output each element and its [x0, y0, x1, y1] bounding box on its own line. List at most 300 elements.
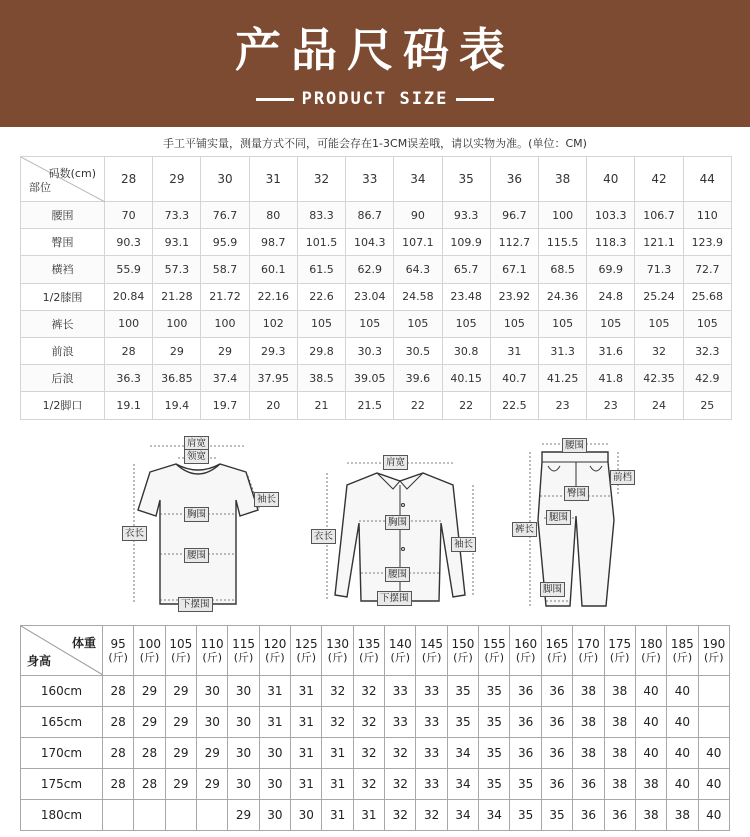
measurement-cell: 25.24: [635, 283, 683, 310]
measurement-cell: 22: [394, 392, 442, 419]
recommended-size-cell: 32: [353, 707, 384, 738]
height-label: 180cm: [21, 800, 103, 831]
measurement-cell: 21.5: [346, 392, 394, 419]
measurement-cell: 109.9: [442, 229, 490, 256]
weight-value: 155: [482, 637, 506, 651]
weight-table-corner: [21, 626, 103, 676]
weight-header-cell: [541, 626, 572, 676]
recommended-size-cell: 29: [165, 769, 196, 800]
weight-value: 175: [608, 637, 632, 651]
weight-header-cell: [667, 626, 698, 676]
recommended-size-cell: 29: [165, 738, 196, 769]
recommended-size-cell: 31: [353, 800, 384, 831]
weight-header-cell: [322, 626, 353, 676]
measurement-cell: 71.3: [635, 256, 683, 283]
subtitle-line-left: [256, 98, 294, 101]
weight-unit: (斤): [453, 651, 473, 664]
page-subtitle: PRODUCT SIZE: [301, 89, 449, 109]
recommended-size-cell: 32: [385, 738, 416, 769]
label-leg-opening: 脚围: [540, 582, 565, 597]
measurement-note: 手工平铺实量，测量方式不同，可能会存在1-3CM误差哦，请以实物为准。(单位：CM): [163, 137, 587, 150]
recommended-size-cell: 36: [510, 707, 541, 738]
measurement-cell: 123.9: [683, 229, 731, 256]
size-header-cell: 34: [394, 157, 442, 202]
measurement-cell: 60.1: [249, 256, 297, 283]
height-label: 160cm: [21, 676, 103, 707]
recommended-size-cell: 29: [165, 707, 196, 738]
measurement-cell: 30.3: [346, 337, 394, 364]
recommended-size-cell: 35: [447, 707, 478, 738]
label-collar-width: 领宽: [184, 449, 209, 464]
recommended-size-cell: 30: [228, 707, 259, 738]
size-header-cell: 32: [297, 157, 345, 202]
recommended-size-cell: 30: [228, 676, 259, 707]
measurement-cell: 70: [105, 202, 153, 229]
label-hem: 下摆围: [377, 591, 412, 606]
measurement-cell: 72.7: [683, 256, 731, 283]
weight-value: 95: [110, 637, 126, 651]
measurement-cell: 20.84: [105, 283, 153, 310]
weight-value: 115: [232, 637, 255, 651]
measurement-cell: 19.7: [201, 392, 249, 419]
weight-value: 125: [294, 637, 318, 651]
measurement-cell: 95.9: [201, 229, 249, 256]
recommended-size-cell: 36: [510, 676, 541, 707]
measurement-cell: 23: [538, 392, 586, 419]
size-header-cell: 31: [249, 157, 297, 202]
measurement-cell: 105: [297, 310, 345, 337]
weight-value: 180: [639, 637, 663, 651]
label-body-length: 衣长: [122, 526, 147, 541]
measurement-cell: 110: [683, 202, 731, 229]
measurement-cell: 64.3: [394, 256, 442, 283]
recommended-size-cell: 35: [479, 769, 510, 800]
recommended-size-cell: 40: [635, 676, 666, 707]
recommended-size-cell: 34: [447, 738, 478, 769]
measurement-cell: 90: [394, 202, 442, 229]
weight-unit: (斤): [609, 651, 630, 664]
page-title: 产品尺码表: [235, 23, 515, 77]
recommended-size-cell: 32: [322, 676, 353, 707]
weight-unit: (斤): [547, 651, 567, 664]
table-row: [21, 365, 732, 392]
recommended-size-cell: 33: [385, 707, 416, 738]
recommended-size-cell: 28: [134, 769, 165, 800]
recommended-size-cell: 36: [604, 800, 635, 831]
recommended-size-cell: 38: [604, 707, 635, 738]
weight-value: 190: [702, 637, 726, 651]
label-shoulder-width: 肩宽: [383, 455, 408, 470]
recommended-size-cell: 35: [541, 800, 572, 831]
pants-diagram: [510, 436, 640, 616]
tshirt-diagram: [125, 436, 277, 616]
row-label: 臀围: [21, 229, 105, 256]
measurement-cell: 100: [153, 310, 201, 337]
weight-unit: (斤): [359, 651, 379, 664]
measurement-cell: 100: [105, 310, 153, 337]
table-row: [21, 283, 732, 310]
measurement-cell: 61.5: [297, 256, 345, 283]
weight-unit: (斤): [202, 651, 222, 664]
measurement-cell: 80: [249, 202, 297, 229]
size-header-cell: 36: [490, 157, 538, 202]
recommended-size-cell: 30: [259, 800, 290, 831]
recommended-size-cell: 31: [291, 769, 322, 800]
weight-value: 140: [388, 637, 412, 651]
size-header-cell: 28: [105, 157, 153, 202]
measurement-cell: 29: [153, 337, 201, 364]
recommended-size-cell: 36: [573, 800, 604, 831]
shirt-diagram: [315, 445, 485, 610]
measurement-cell: 39.05: [346, 365, 394, 392]
height-label: 175cm: [21, 769, 103, 800]
recommended-size-cell: 31: [322, 769, 353, 800]
weight-header-cell: [165, 626, 196, 676]
weight-value: 150: [451, 637, 475, 651]
weight-height-table: [20, 625, 730, 831]
weight-unit: (斤): [703, 651, 724, 664]
table-row: [21, 800, 730, 831]
recommended-size-cell: 34: [479, 800, 510, 831]
size-header-cell: 38: [538, 157, 586, 202]
size-header-cell: 29: [153, 157, 201, 202]
measurement-cell: 31: [490, 337, 538, 364]
measurement-cell: 55.9: [105, 256, 153, 283]
recommended-size-cell: 38: [604, 676, 635, 707]
recommended-size-cell: 33: [416, 738, 447, 769]
measurement-cell: 22.6: [297, 283, 345, 310]
recommended-size-cell: 40: [698, 738, 729, 769]
weight-header-cell: [353, 626, 384, 676]
measurement-cell: 105: [394, 310, 442, 337]
measurement-cell: 107.1: [394, 229, 442, 256]
weight-unit: (斤): [139, 651, 160, 664]
measurement-cell: 29: [201, 337, 249, 364]
measurement-cell: 24.58: [394, 283, 442, 310]
weight-unit: (斤): [641, 651, 661, 664]
row-label: 前浪: [21, 337, 105, 364]
measurement-cell: 22.5: [490, 392, 538, 419]
recommended-size-cell: 34: [447, 769, 478, 800]
weight-value: 105: [169, 637, 193, 651]
label-shoulder-width: 肩宽: [184, 436, 209, 451]
recommended-size-cell: 32: [322, 707, 353, 738]
label-thigh: 腿围: [546, 510, 571, 525]
weight-value: 170: [576, 637, 600, 651]
recommended-size-cell: 38: [635, 800, 666, 831]
measurement-cell: 58.7: [201, 256, 249, 283]
measurement-cell: 98.7: [249, 229, 297, 256]
measurement-cell: 32.3: [683, 337, 731, 364]
recommended-size-cell: 38: [604, 738, 635, 769]
recommended-size-cell: 36: [573, 769, 604, 800]
label-chest: 胸围: [385, 515, 410, 530]
corner-bottom-label: 部位: [29, 181, 51, 194]
recommended-size-cell: 40: [698, 769, 729, 800]
label-waist: 腰围: [184, 548, 209, 563]
measurement-cell: 100: [538, 202, 586, 229]
table-row: [21, 229, 732, 256]
weight-header-cell: [447, 626, 478, 676]
measurement-cell: 30.5: [394, 337, 442, 364]
label-chest: 胸围: [184, 507, 209, 522]
measurement-cell: 112.7: [490, 229, 538, 256]
measurement-cell: 36.3: [105, 365, 153, 392]
recommended-size-cell: 31: [291, 676, 322, 707]
measurement-cell: 29.8: [297, 337, 345, 364]
measurement-cell: 21: [297, 392, 345, 419]
label-sleeve-length: 袖长: [254, 492, 279, 507]
measurement-cell: 30.8: [442, 337, 490, 364]
height-label: 170cm: [21, 738, 103, 769]
row-label: 1/2脚口: [21, 392, 105, 419]
measurement-cell: 40.15: [442, 365, 490, 392]
corner-bottom-label: 身高: [27, 654, 52, 668]
weight-unit: (斤): [265, 651, 285, 664]
measurement-cell: 104.3: [346, 229, 394, 256]
weight-header-cell: [291, 626, 322, 676]
recommended-size-cell: 28: [103, 707, 134, 738]
measurement-cell: 90.3: [105, 229, 153, 256]
measurement-cell: 73.3: [153, 202, 201, 229]
table-row: [21, 769, 730, 800]
recommended-size-cell: 40: [635, 738, 666, 769]
measurement-cell: 93.1: [153, 229, 201, 256]
recommended-size-cell: 35: [447, 676, 478, 707]
recommended-size-cell: [698, 707, 729, 738]
weight-unit: (斤): [327, 651, 348, 664]
size-chart-table: [20, 156, 732, 420]
measurement-cell: 23.04: [346, 283, 394, 310]
recommended-size-cell: 38: [573, 707, 604, 738]
recommended-size-cell: 40: [635, 707, 666, 738]
weight-header-cell: [573, 626, 604, 676]
recommended-size-cell: 33: [385, 676, 416, 707]
measurement-cell: 20: [249, 392, 297, 419]
recommended-size-cell: 34: [447, 800, 478, 831]
row-label: 横裆: [21, 256, 105, 283]
measurement-cell: 39.6: [394, 365, 442, 392]
weight-value: 110: [200, 637, 224, 651]
banner-subtitle-row: [0, 88, 750, 110]
weight-unit: (斤): [515, 651, 536, 664]
table-row: [21, 738, 730, 769]
measurement-cell: 65.7: [442, 256, 490, 283]
recommended-size-cell: [698, 676, 729, 707]
recommended-size-cell: 40: [667, 676, 698, 707]
measurement-cell: 31.6: [587, 337, 635, 364]
measurement-cell: 68.5: [538, 256, 586, 283]
row-label: 腰围: [21, 202, 105, 229]
measurement-cell: 19.4: [153, 392, 201, 419]
table-row: [21, 202, 732, 229]
weight-value: 130: [326, 637, 350, 651]
measurement-cell: 23.48: [442, 283, 490, 310]
recommended-size-cell: 35: [479, 676, 510, 707]
recommended-size-cell: 29: [165, 676, 196, 707]
recommended-size-cell: 38: [604, 769, 635, 800]
recommended-size-cell: 28: [103, 738, 134, 769]
recommended-size-cell: 32: [353, 738, 384, 769]
label-sleeve-length: 袖长: [451, 537, 476, 552]
weight-unit: (斤): [421, 651, 442, 664]
weight-header-cell: [259, 626, 290, 676]
label-hip: 臀围: [564, 486, 589, 501]
measurement-cell: 105: [683, 310, 731, 337]
recommended-size-cell: 30: [259, 769, 290, 800]
corner-top-label: 码数(cm): [48, 167, 96, 180]
weight-value: 160: [514, 637, 538, 651]
recommended-size-cell: 36: [541, 676, 572, 707]
weight-unit: (斤): [296, 651, 317, 664]
title-banner: [0, 0, 750, 127]
weight-header-cell: [510, 626, 541, 676]
weight-header-row: [21, 626, 730, 676]
measurement-cell: 67.1: [490, 256, 538, 283]
measurement-cell: 86.7: [346, 202, 394, 229]
recommended-size-cell: 36: [541, 707, 572, 738]
measurement-cell: 21.28: [153, 283, 201, 310]
recommended-size-cell: 35: [510, 800, 541, 831]
recommended-size-cell: 30: [197, 676, 228, 707]
weight-header-cell: [134, 626, 165, 676]
row-label: 1/2膝围: [21, 283, 105, 310]
measurement-cell: 40.7: [490, 365, 538, 392]
size-header-cell: 40: [587, 157, 635, 202]
recommended-size-cell: 36: [541, 738, 572, 769]
measurement-cell: 42.9: [683, 365, 731, 392]
recommended-size-cell: 32: [385, 800, 416, 831]
recommended-size-cell: 28: [134, 738, 165, 769]
measurement-cell: 21.72: [201, 283, 249, 310]
measurement-cell: 28: [105, 337, 153, 364]
recommended-size-cell: 31: [291, 738, 322, 769]
recommended-size-cell: 31: [259, 707, 290, 738]
recommended-size-cell: 35: [479, 738, 510, 769]
weight-value: 100: [138, 637, 161, 651]
measurement-cell: 115.5: [538, 229, 586, 256]
measurement-cell: 105: [490, 310, 538, 337]
weight-unit: (斤): [171, 651, 191, 664]
measurement-cell: 25: [683, 392, 731, 419]
label-waist: 腰围: [562, 438, 587, 453]
recommended-size-cell: 29: [228, 800, 259, 831]
row-label: 裤长: [21, 310, 105, 337]
measurement-cell: 76.7: [201, 202, 249, 229]
weight-header-cell: [385, 626, 416, 676]
size-header-cell: 42: [635, 157, 683, 202]
weight-value: 120: [263, 637, 287, 651]
weight-value: 145: [420, 637, 444, 651]
recommended-size-cell: 38: [573, 738, 604, 769]
weight-value: 185: [670, 637, 694, 651]
measurement-cell: 121.1: [635, 229, 683, 256]
label-body-length: 衣长: [311, 529, 336, 544]
recommended-size-cell: 32: [385, 769, 416, 800]
weight-header-cell: [635, 626, 666, 676]
weight-header-cell: [604, 626, 635, 676]
measurement-cell: 69.9: [587, 256, 635, 283]
recommended-size-cell: 38: [635, 769, 666, 800]
corner-diagonal: [21, 157, 104, 201]
table-row: [21, 337, 732, 364]
measurement-cell: 41.25: [538, 365, 586, 392]
weight-header-cell: [228, 626, 259, 676]
measurement-cell: 37.4: [201, 365, 249, 392]
size-table-corner: [21, 157, 105, 202]
measurement-cell: 105: [587, 310, 635, 337]
recommended-size-cell: 33: [416, 676, 447, 707]
recommended-size-cell: 31: [291, 707, 322, 738]
recommended-size-cell: 36: [510, 738, 541, 769]
measurement-cell: 25.68: [683, 283, 731, 310]
measurement-cell: 105: [635, 310, 683, 337]
measurement-cell: 57.3: [153, 256, 201, 283]
recommended-size-cell: 30: [228, 738, 259, 769]
recommended-size-cell: 40: [667, 738, 698, 769]
measurement-cell: 32: [635, 337, 683, 364]
measurement-cell: 96.7: [490, 202, 538, 229]
weight-value: 165: [545, 637, 569, 651]
size-header-cell: 44: [683, 157, 731, 202]
recommended-size-cell: 30: [197, 707, 228, 738]
measurement-cell: 41.8: [587, 365, 635, 392]
measurement-cell: 22.16: [249, 283, 297, 310]
recommended-size-cell: [197, 800, 228, 831]
size-header-cell: 33: [346, 157, 394, 202]
recommended-size-cell: 38: [667, 800, 698, 831]
weight-header-cell: [197, 626, 228, 676]
recommended-size-cell: 40: [667, 769, 698, 800]
measurement-cell: 24.8: [587, 283, 635, 310]
recommended-size-cell: 32: [353, 676, 384, 707]
recommended-size-cell: 33: [416, 707, 447, 738]
measurement-cell: 37.95: [249, 365, 297, 392]
recommended-size-cell: 29: [197, 738, 228, 769]
label-front-rise: 前档: [610, 470, 635, 485]
weight-value: 135: [357, 637, 381, 651]
measurement-cell: 100: [201, 310, 249, 337]
measurement-cell: 36.85: [153, 365, 201, 392]
row-label: 后浪: [21, 365, 105, 392]
measurement-cell: 22: [442, 392, 490, 419]
recommended-size-cell: 32: [416, 800, 447, 831]
measurement-cell: 23.92: [490, 283, 538, 310]
measurement-cell: 62.9: [346, 256, 394, 283]
recommended-size-cell: 32: [353, 769, 384, 800]
table-row: [21, 707, 730, 738]
measurement-cell: 83.3: [297, 202, 345, 229]
measurement-cell: 31.3: [538, 337, 586, 364]
recommended-size-cell: 33: [416, 769, 447, 800]
weight-unit: (斤): [233, 651, 254, 664]
label-pants-length: 裤长: [512, 522, 537, 537]
recommended-size-cell: 35: [510, 769, 541, 800]
weight-header-cell: [698, 626, 729, 676]
measurement-cell: 118.3: [587, 229, 635, 256]
measurement-cell: 105: [538, 310, 586, 337]
measurement-cell: 93.3: [442, 202, 490, 229]
measurement-cell: 24.36: [538, 283, 586, 310]
measurement-cell: 42.35: [635, 365, 683, 392]
measurement-cell: 105: [442, 310, 490, 337]
table-row: [21, 676, 730, 707]
corner-top-label: 体重: [71, 636, 96, 650]
recommended-size-cell: 35: [479, 707, 510, 738]
measurement-cell: 103.3: [587, 202, 635, 229]
label-hem: 下摆围: [178, 597, 213, 612]
measurement-cell: 24: [635, 392, 683, 419]
